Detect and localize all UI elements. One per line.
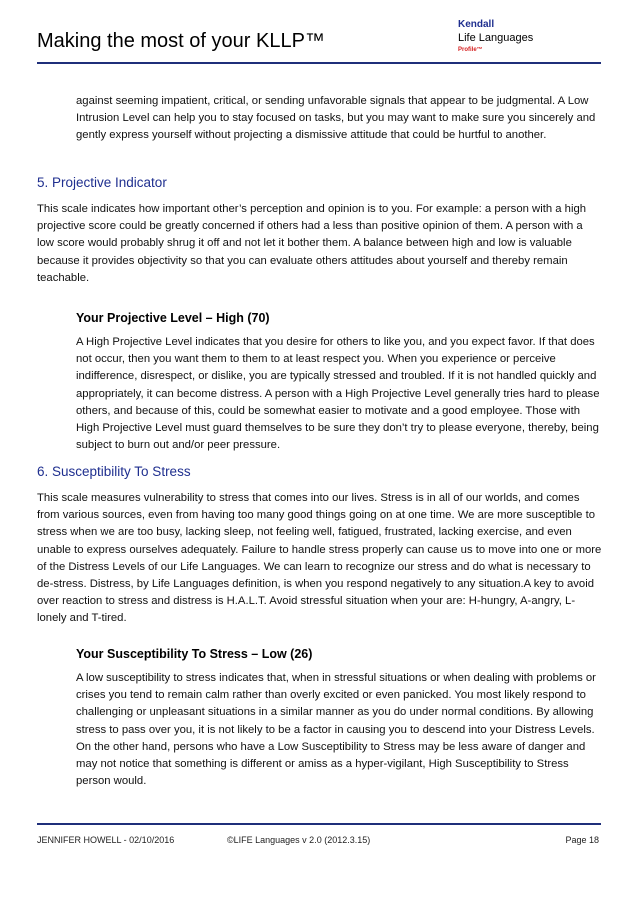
page-footer <box>37 823 601 855</box>
footer-author-date: JENNIFER HOWELL - 02/10/2016 <box>37 835 175 845</box>
section-5-heading: 5. Projective Indicator <box>37 175 167 190</box>
brand-profile: Profile™ <box>458 47 483 53</box>
stress-level-heading: Your Susceptibility To Stress – Low (26) <box>76 647 313 661</box>
stress-level-text: A low susceptibility to stress indicates that, when in stressful situations or when dealing with problems or crises you tend to remain calm rather than overly excited or even panicked. You most likely respond to challenging or unpleasant situations in a similar manner as you do under normal conditions. By allowing stress to pass over you, it is not likely to be a factor in causing you to descend into your Distress Levels. On the other hand, persons who have a Low Susceptibility to Stress may be less aware of danger and may not notice that something is different or amiss as a hyper-vigilant, High Susceptibility to Stress person would. <box>76 672 596 788</box>
section-5-description: This scale indicates how important other’s perception and opinion is to you. For example: a person with a high projective score could be greatly concerned if others had a less than positive opinion of them. A person with a low score would probably shrug it off and not let it bother them. A balance between high and low is valuable because it provides objectivity so that you can evaluate others attitudes about yourself and thereby remain teachable. <box>37 203 587 284</box>
brand-logo <box>458 20 533 53</box>
footer-copyright: ©LIFE Languages v 2.0 (2012.3.15) <box>227 835 371 845</box>
section-6-heading: 6. Susceptibility To Stress <box>37 464 191 479</box>
brand-line2: Life Languages <box>458 32 534 44</box>
document-title: Making the most of your KLLP™ <box>37 30 325 52</box>
projective-level-text: A High Projective Level indicates that you desire for others to like you, and you expect favor. If that does not occur, then you want them to them to at least respect you. When you experience or perceive indifference, disrespect, or dislike, you are typically stressed and troubled. If it is not handled quickly and appropriately, it can become distress. A person with a High Projective Level generally tries hard to please others, and because of this, could be somewhat easier to motivate and a good employee. Those with High Projective Level must guard themselves to be sure they don’t try to please everyone, thereby, being subject to burn out and/or peer pressure. <box>76 336 600 452</box>
section-6-description: This scale measures vulnerability to stress that comes into our lives. Stress is in all of our worlds, and comes from various sources, even from having too many good things going on at one time. We are more susceptible to stress when we are too busy, lacking sleep, not feeling well, fatigued, frustrated, lacking exercise, and even unable to express ourselves adequately. Failure to handle stress properly can cause us to move into one or more of the Distress Levels of our Life Languages. We can learn to recognize our stress and do what is necessary to de-stress. Distress, by Life Languages definition, is when you respond negatively to any situation.A key to avoid over reaction to stress and distress is H.A.L.T. Avoid stressful situation when your are: H-hungry, A-angry, L-lonely and T-tired. <box>37 492 602 625</box>
intro-continuation-paragraph: against seeming impatient, critical, or sending unfavorable signals that appear to be judgmental. A Low Intrusion Level can help you to stay focused on tasks, but you may want to make sure you sincerely and gently express yourself without projecting a dismissive attitude that could be hurtful to another. <box>76 95 596 142</box>
footer-page-number: Page 18 <box>565 835 599 845</box>
page-header <box>37 18 601 64</box>
projective-level-heading: Your Projective Level – High (70) <box>76 311 270 325</box>
brand-name: Kendall <box>458 19 495 30</box>
